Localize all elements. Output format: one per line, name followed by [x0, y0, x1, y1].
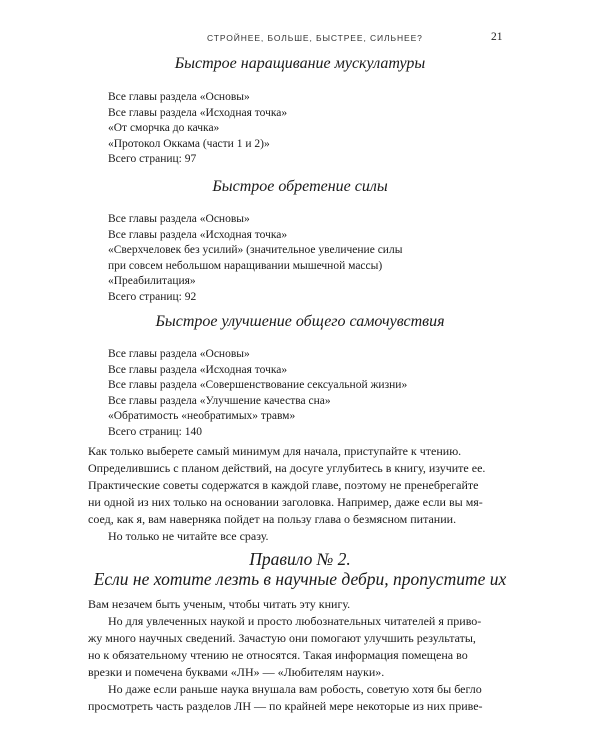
body-text-1	[88, 443, 518, 545]
list-item: Все главы раздела «Основы»	[108, 348, 250, 360]
list-item: Все главы раздела «Исходная точка»	[108, 363, 288, 376]
text-line: врезки и помечена буквами «ЛН» — «Любителям науки».	[88, 665, 385, 679]
list-item: Все главы раздела «Совершенствование сексуальной жизни»	[108, 379, 408, 391]
list-item: при совсем небольшом наращивании мышечной массы)	[108, 259, 383, 272]
list-item: Всего страниц: 97	[108, 153, 197, 165]
text-line: но к обязательному чтению не относятся. Такая информация помещена во	[88, 648, 468, 662]
text-line: Практические советы содержатся в каждой главе, поэтому не пренебрегайте	[88, 478, 479, 492]
list-item: Все главы раздела «Улучшение качества сна»	[108, 394, 331, 407]
text-line: Определившись с планом действий, на досуге углубитесь в книгу, изучите ее.	[88, 461, 486, 475]
list-item: Все главы раздела «Исходная точка»	[108, 106, 288, 119]
text-line: жу много научных сведений. Зачастую они помогают улучшить результаты,	[88, 631, 476, 645]
list-item: «Преабилитация»	[108, 275, 196, 287]
paragraph: Вам незачем быть ученым, чтобы читать эту книгу.	[88, 597, 351, 611]
rule-title: Если не хотите лезть в научные дебри, пропустите их	[93, 569, 507, 589]
list-item: «От сморчка до качка»	[108, 122, 220, 134]
section-title-muscle: Быстрое наращивание мускулатуры	[174, 55, 426, 72]
list-item: Всего страниц: 140	[108, 425, 202, 438]
section-list-wellbeing	[108, 347, 407, 440]
paragraph: Но только не читайте все сразу.	[108, 529, 269, 543]
text-line: ни одной из них только на основании заголовка. Например, даже если вы мя-	[88, 495, 483, 509]
running-title: СТРОЙНЕЕ, БОЛЬШЕ, БЫСТРЕЕ, СИЛЬНЕЕ?	[207, 33, 423, 43]
section-title-wellbeing: Быстрое улучшение общего самочувствия	[155, 313, 445, 330]
paragraph	[88, 681, 518, 715]
list-item: «Сверхчеловек без усилий» (значительное увеличение силы	[108, 244, 403, 256]
rule-heading	[0, 549, 600, 589]
text-line: Как только выберете самый минимум для начала, приступайте к чтению.	[88, 444, 462, 458]
text-line: Но для увлеченных наукой и просто любознательных читателей я приво-	[108, 614, 482, 628]
list-item: «Протокол Оккама (части 1 и 2)»	[108, 137, 270, 150]
paragraph	[88, 443, 518, 528]
section-list-muscle	[108, 90, 287, 168]
section-title-strength: Быстрое обретение силы	[212, 178, 388, 195]
paragraph	[88, 613, 518, 681]
text-line: Но даже если раньше наука внушала вам робость, советую хотя бы бегло	[108, 682, 482, 696]
rule-number: Правило № 2.	[249, 549, 351, 569]
list-item: Все главы раздела «Основы»	[108, 213, 250, 225]
text-line: соед, как я, вам наверняка пойдет на пользу глава о безмясном питании.	[88, 512, 457, 526]
list-item: Все главы раздела «Исходная точка»	[108, 228, 288, 241]
list-item: Все главы раздела «Основы»	[108, 91, 250, 103]
page-number: 21	[491, 31, 503, 43]
body-text-2	[88, 596, 518, 715]
list-item: Всего страниц: 92	[108, 290, 197, 303]
list-item: «Обратимость «необратимых» травм»	[108, 410, 296, 422]
text-line: просмотреть часть разделов ЛН — по крайней мере некоторые из них приве-	[88, 699, 483, 713]
section-list-strength	[108, 212, 402, 305]
